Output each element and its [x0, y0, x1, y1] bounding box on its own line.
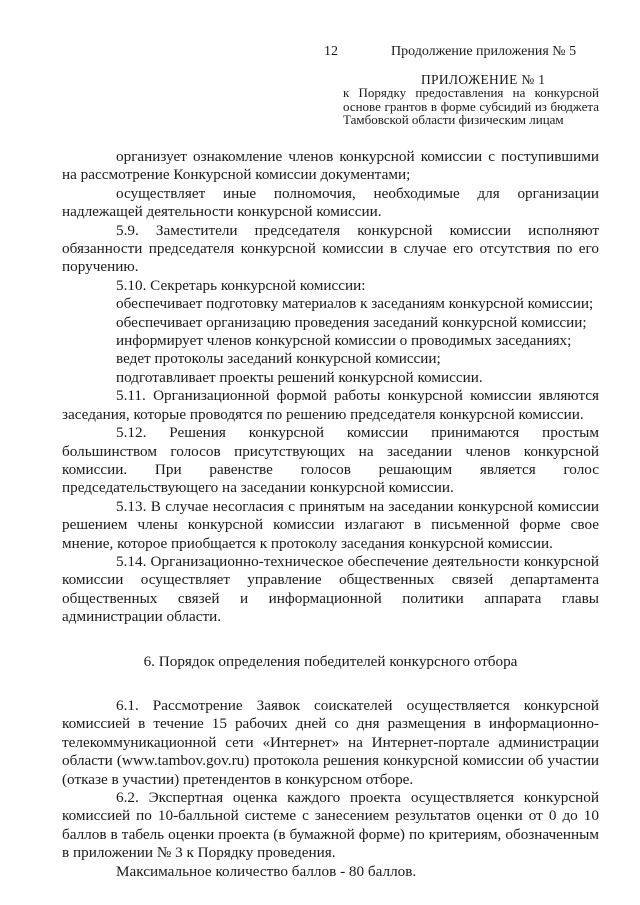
paragraph: подготавливает проекты решений конкурсной комиссии.	[116, 368, 483, 386]
paragraph: осуществляет иные полномочия, необходимые для организации надлежащей деятельности конкурсной комиссии.	[62, 184, 599, 221]
page-number: 12	[324, 44, 338, 59]
appendix-title: ПРИЛОЖЕНИЕ № 1	[421, 72, 546, 87]
paragraph: 5.13. В случае несогласия с принятым на заседании конкурсной комиссии решением члены конкурсной комиссии излагают в письменной форме свое мнение, которое приобщается к протоколу заседания конкурсной комиссии.	[62, 497, 599, 552]
paragraph: ведет протоколы заседаний конкурсной комиссии;	[116, 350, 441, 368]
continuation-label: Продолжение приложения № 5	[391, 44, 577, 59]
paragraph: информирует членов конкурсной комиссии о проводимых заседаниях;	[116, 332, 572, 350]
section-heading: 6. Порядок определения победителей конкурсного отбора	[143, 652, 518, 670]
paragraph: 6.1. Рассмотрение Заявок соискателей осуществляется конкурсной комиссией в течение 15 рабочих дней со дня размещения в информационно-телекоммуникационной сети «Интернет» на Интернет-портале администрации области (www.tambov.gov.ru) протокола решения конкурсной комиссии об участии (отказе в участии) претендентов в конкурсном отборе.	[62, 696, 599, 788]
paragraph: 5.14. Организационно-техническое обеспечение деятельности конкурсной комиссии осуществляет управление общественных связей департамента общественных связей и информационной политики аппарата главы администрации области.	[62, 552, 599, 626]
paragraph: 6.2. Экспертная оценка каждого проекта осуществляется конкурсной комиссией по 10-балльной системе с занесением результатов оценки от 0 до 10 баллов в табель оценки проекта (в бумажной форме) по критериям, обозначенным в приложении № 3 к Порядку проведения.	[62, 789, 599, 862]
paragraph: 5.10. Секретарь конкурсной комиссии:	[116, 276, 366, 294]
paragraph: 5.9. Заместители председателя конкурсной комиссии исполняют обязанности председателя конкурсной комиссии в случае его отсутствия по его поручению.	[62, 221, 599, 276]
document-body	[62, 148, 599, 881]
paragraph: Максимальное количество баллов - 80 баллов.	[116, 862, 417, 880]
paragraph: 5.11. Организационной формой работы конкурсной комиссии являются заседания, которые проводятся по решению председателя конкурсной комиссии.	[62, 387, 599, 423]
appendix-subtitle: к Порядку предоставления на конкурсной основе грантов в форме субсидий из бюджета Тамбовской области физическим лицам	[343, 85, 599, 127]
paragraph: 5.12. Решения конкурсной комиссии принимаются простым большинством голосов присутствующих на заседании членов конкурсной комиссии. При равенстве голосов решающим является голос председательствующего на заседании конкурсной комиссии.	[62, 424, 599, 497]
paragraph: обеспечивает организацию проведения заседаний конкурсной комиссии;	[116, 313, 587, 331]
paragraph: обеспечивает подготовку материалов к заседаниям конкурсной комиссии;	[116, 295, 594, 313]
paragraph: организует ознакомление членов конкурсной комиссии с поступившими на рассмотрение Конкурсной комиссии документами;	[62, 148, 599, 184]
